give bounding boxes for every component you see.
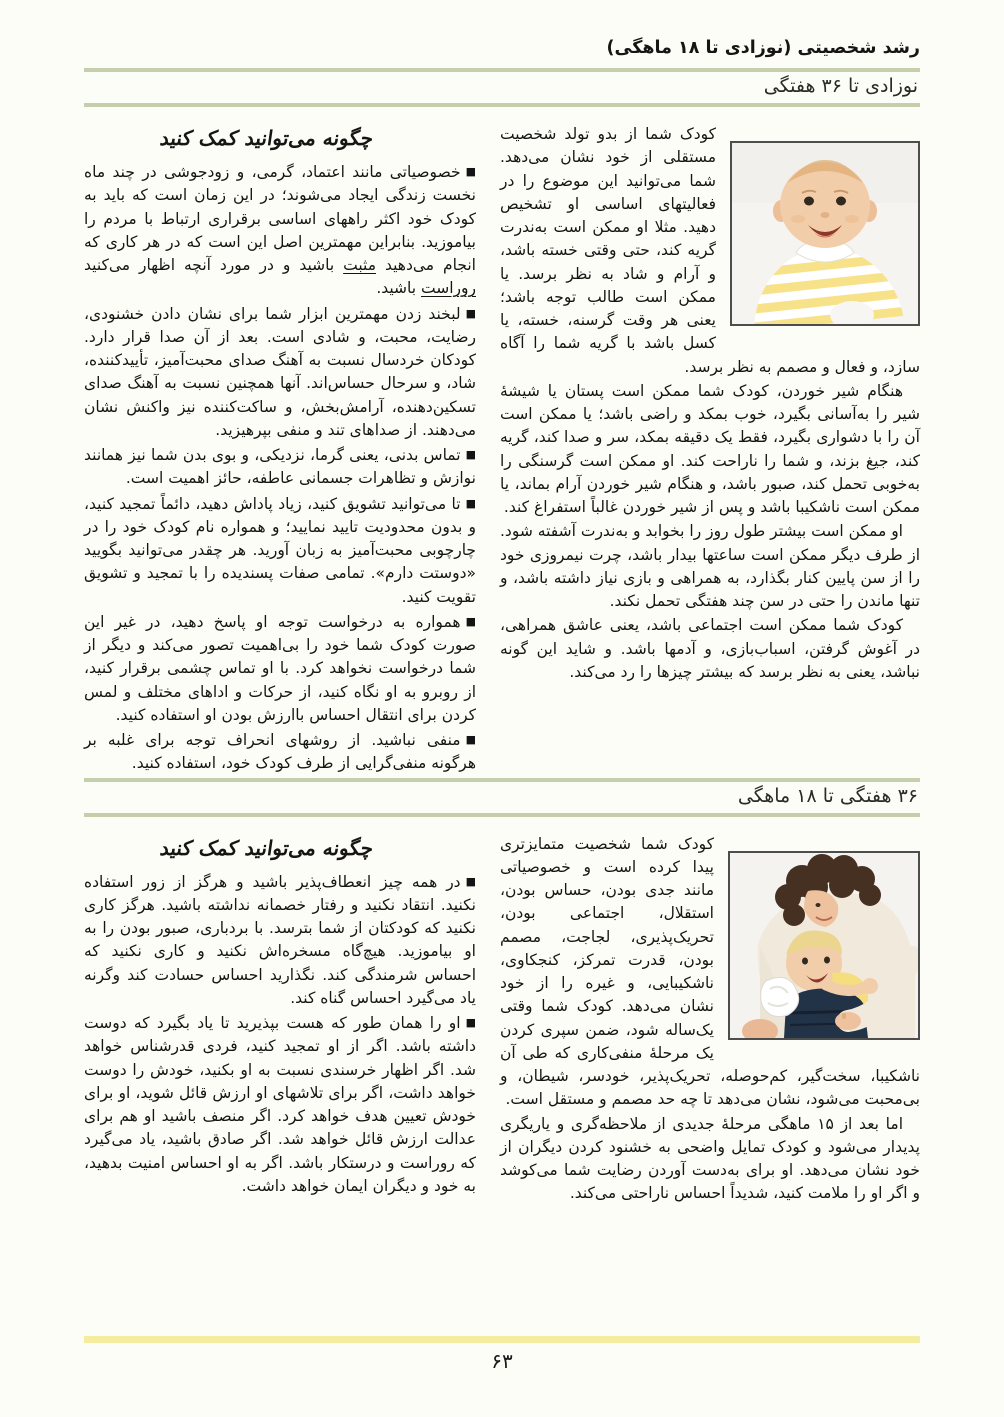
help-bullet: ■تا می‌توانید تشویق کنید، زیاد پاداش دهید، دائماً تمجید کنید، و بدون محدودیت تایید نمایید؛ و همواره نام کودک خود را در چارچوبی محبت‌آمیز به زبان آورید. هر چقدر می‌توانید بگویید «دوستت دارم». تمامی صفات پسندیده را با تمجید و تشویق تقویت کنید. [84, 494, 476, 606]
section2-intro-column [500, 833, 920, 1206]
section2-columns [84, 833, 920, 1285]
mother-toddler-photo [728, 851, 920, 1040]
help-bullet: ■تماس بدنی، یعنی گرما، نزدیکی، و بوی بدن شما نیز همانند نوازش و تظاهرات جسمانی عاطفه، حائز اهمیت است. [84, 446, 476, 488]
footer-rule [84, 1336, 920, 1343]
body-paragraph: هنگام شیر خوردن، کودک شما ممکن است پستان یا شیشهٔ شیر را به‌آسانی بگیرد، خوب بمکد و راضی باشد؛ یا ممکن است آن را با دشواری بگیرد، فقط یک دقیقه بمکد، سر و صدا کند، گریه کند، جیغ بزند، و شما را ناراحت کند. او ممکن است گرسنگی را به‌خوبی تحمل کند، صبور باشد، و هنگام شیر خوردن آرام بماند، یا ممکن است ناشکیبا باشد و پس از شیر خوردن غالباً استفراغ کند. [500, 381, 920, 516]
header-divider-bottom [84, 103, 920, 107]
baby-photo [730, 141, 920, 326]
section2-help-heading: چگونه می‌توانید کمک کنید [157, 835, 373, 860]
help-bullet: ■منفی نباشید. از روشهای انحراف توجه برای غلبه بر هرگونه منفی‌گرایی از طرف کودک خود، استفاده کنید. [84, 731, 476, 773]
section2-divider-bottom [84, 813, 920, 817]
help-bullet: ■او را همان طور که هست بپذیرید تا یاد بگیرد که دوست داشته باشد. اگر از او تمجید کنید، فردی قدرشناس خواهد شد. اگر اظهار خرسندی نسبت به او بکنید، خودش را دوست خواهد داشت، اگر برای تلاشهای او ارزش قائل شوید، او برای خودش تعیین هدف خواهد کرد. اگر منصف باشید او هم برای عدالت ارزش قائل خواهد شد. اگر صادق باشید، یاد می‌گیرد که روراست و درستکار باشد. اگر به او احساس امنیت بدهید، به خود و دیگران ایمان خواهد داشت. [84, 1014, 476, 1195]
bullet-square-icon: ■ [465, 165, 476, 178]
section2-help-bullets [84, 871, 476, 1199]
bullet-square-icon: ■ [465, 874, 476, 888]
body-paragraph: اما بعد از ۱۵ ماهگی مرحلهٔ جدیدی از ملاحظه‌گری و یاریگری پدیدار می‌شود و کودک تمایل واضحی به خشنود کردن دیگران از خود نشان می‌دهد. او برای به‌دست آوردن رضایت شما می‌کوشد و اگر او را ملامت کنید، شدیداً احساس ناراحتی می‌کند. [500, 1114, 920, 1203]
bullet-square-icon: ■ [465, 306, 476, 320]
body-paragraph: کودک شما شخصیت متمایزتری پیدا کرده است و خصوصیاتی مانند جدی بودن، حساس بودن، استقلال، اجتماعی بودن، تحریک‌پذیری، لجاجت، مصمم بودن، قدرت تمرکز، کنجکاوی، ناشکیبایی، و غیره را از خود نشان می‌دهد. کودک شما وقتی یک‌ساله شود، ضمن سپری کردن یک مرحلهٔ منفی‌کاری که طی آن ناشکیبا، سخت‌گیر، کم‌حوصله، تحریک‌پذیر، خودسر، شیطان، و بی‌محبت می‌شود، نشان می‌دهد تا چه حد مصمم و مستقل است. [500, 834, 920, 1109]
section1-help-column [84, 123, 476, 778]
bullet-square-icon: ■ [465, 448, 476, 461]
bullet-square-icon: ■ [465, 1016, 476, 1029]
bullet-square-icon: ■ [465, 733, 476, 746]
bullet-square-icon: ■ [465, 496, 476, 510]
section2-help-column [84, 833, 476, 1201]
section1-help-heading: چگونه می‌توانید کمک کنید [157, 126, 373, 150]
body-paragraph: او ممکن است بیشتر طول روز را بخوابد و به‌ندرت آشفته شود. از طرف دیگر ممکن است ساعتها بیدار باشد، چرت نیمروزی خود را از سن پایین کنار بگذارد، به همراهی و بازی نیاز داشته باشد، و تنها ماندن را حتی در سن چند هفتگی تحمل نکند. [500, 522, 920, 610]
help-bullet: ■در همه چیز انعطاف‌پذیر باشید و هرگز از زور استفاده نکنید. انتقاد نکنید و رفتار خصمانه نداشته باشید. هرگز کاری نکنید که کودکتان از شما بترسد. با بردباری، صبور بودن را به او بیاموزید. هیچ‌گاه مسخره‌اش نکنید و کاری نکنید که احساس شرمندگی کند. نگذارید احساس حسادت کند وگرنه یاد می‌گیرد احساس گناه کند. [84, 872, 476, 1007]
body-paragraph: کودک شما از بدو تولد شخصیت مستقلی از خود نشان می‌دهد. شما می‌توانید این موضوع را در فعالیتهای اساسی او تشخیص دهید. مثلا او ممکن است به‌ندرت گریه کند، حتی وقتی خسته باشد، و آرام و شاد به نظر برسد. یا ممکن است طالب توجه باشد؛ یعنی هر وقت گرسنه، خسته، یا کسل باشد با گریه شما را آگاه سازد، و فعال و مصمم به نظر برسد. [500, 125, 920, 376]
section2-title: ۳۶ هفتگی تا ۱۸ ماهگی [737, 784, 918, 807]
page-header-title: رشد شخصیتی (نوزادی تا ۱۸ ماهگی) [606, 38, 920, 58]
help-bullet: ■خصوصیاتی مانند اعتماد، گرمی، و زودجوشی در چند ماه نخست زندگی ایجاد می‌شوند؛ در این زمان است که باید به کودک خود اکثر راههای اساسی برقراری ارتباط با مردم را بیاموزید. بنابراین مهمترین اصل این است که در هر کاری که انجام می‌دهید مثبت باشید و در مورد آنچه اظهار می‌کنید روراست باشید. [84, 163, 476, 298]
section1-title: نوزادی تا ۳۶ هفتگی [763, 75, 918, 97]
help-bullet: ■همواره به درخواست توجه او پاسخ دهید، در غیر این صورت کودک شما خود را بی‌اهمیت تصور می‌کند و دیگر از شما درخواست نخواهد کرد. با او تماس چشمی برقرار کنید، از روبرو به او نگاه کنید، از حرکات و اداهای مختلف و لمس کردن برای انتقال احساس باارزش بودن او استفاده کنید. [84, 612, 476, 724]
bullet-square-icon: ■ [465, 614, 476, 628]
page-footer [84, 1336, 920, 1373]
help-bullet: ■لبخند زدن مهمترین ابزار شما برای نشان دادن خشنودی، رضایت، محبت، و شادی است. بعد از آن صدا قرار دارد. کودکان خردسال نسبت به آهنگ صدای محبت‌آمیز، تأییدکننده، شاد، و سرحال حساس‌اند. آنها همچنین نسبت به آهنگ صدای تسکین‌دهنده، آرامش‌بخش، و ساکت‌کننده نیز واکنش نشان می‌دهند. از صداهای تند و منفی بپرهیزید. [84, 304, 476, 439]
page-number: ۶۳ [491, 1349, 513, 1373]
section1-intro-column [500, 123, 920, 684]
section1-columns [84, 123, 920, 778]
section1-help-bullets [84, 161, 476, 776]
body-paragraph: کودک شما ممکن است اجتماعی باشد، یعنی عاشق همراهی، در آغوش گرفتن، اسباب‌بازی، و آدمها باشد. و شاید این گونه نباشد، یعنی به نظر برسد که بیشتر چیزها را رد می‌کند. [500, 616, 920, 681]
